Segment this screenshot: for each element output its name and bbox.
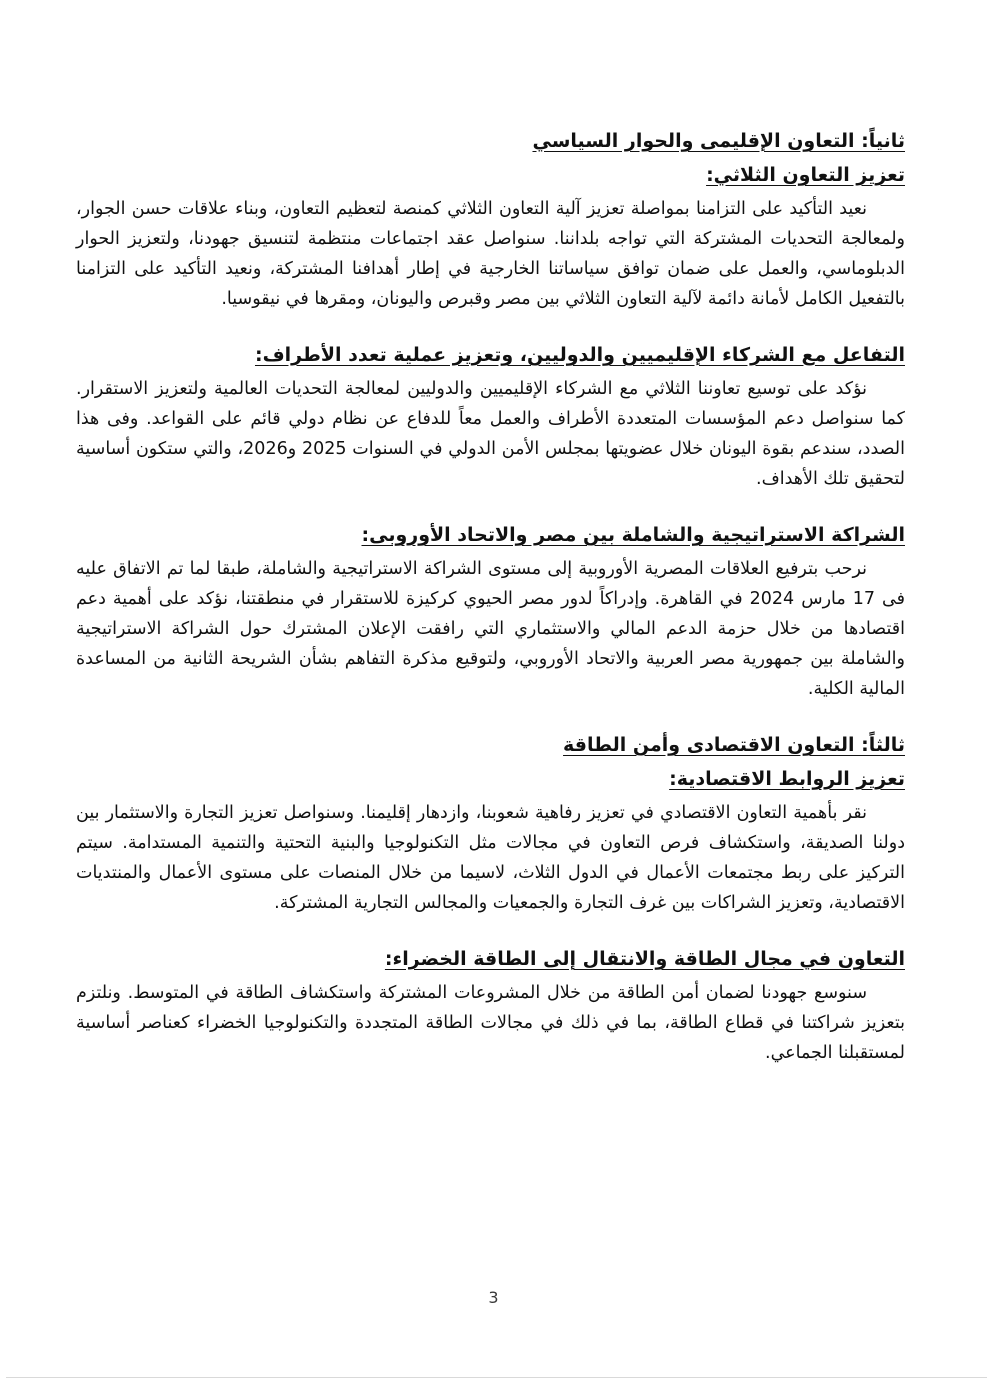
section-paragraph: نؤكد على توسيع تعاوننا الثلاثي مع الشركاء الإقليميين والدوليين لمعالجة التحديات العالمية ولتعزيز الاستقرار. كما سنواصل دعم المؤسسات المتعددة الأطراف والعمل معاً للدفاع عن نظام دولي قائم على القواعد. وفى هذا الصدد، سندعم بقوة اليونان خلال عضويتها بمجلس الأمن الدولي في السنوات 2025 و2026، والتي ستكون أساسية لتحقيق تلك الأهداف. bbox=[76, 379, 905, 489]
section-subheading: تعزيز التعاون الثلاثي: bbox=[706, 164, 905, 186]
section-subheading: تعزيز الروابط الاقتصادية: bbox=[669, 768, 905, 790]
section-paragraph: سنوسع جهودنا لضمان أمن الطاقة من خلال المشروعات المشتركة واستكشاف الطاقة في المتوسط. ونلتزم بتعزيز شراكتنا في قطاع الطاقة، بما في ذلك في مجالات الطاقة المتجددة والتكنولوجيا الخضراء كعناصر أساسية لمستقبلنا الجماعي. bbox=[76, 983, 905, 1063]
section-regional-cooperation bbox=[76, 126, 905, 314]
bottom-rule bbox=[6, 1377, 987, 1378]
section-heading: التعاون في مجال الطاقة والانتقال إلى الطاقة الخضراء: bbox=[384, 948, 905, 970]
section-heading: ثانياً: التعاون الإقليمى والحوار السياسي bbox=[532, 130, 905, 152]
document-content bbox=[76, 126, 905, 1094]
section-partners-multilateralism bbox=[76, 340, 905, 494]
section-economic-cooperation bbox=[76, 730, 905, 918]
page-number: 3 bbox=[488, 1288, 499, 1307]
section-heading: التفاعل مع الشركاء الإقليميين والدوليين، وتعزيز عملية تعدد الأطراف: bbox=[254, 344, 905, 366]
section-paragraph: نعيد التأكيد على التزامنا بمواصلة تعزيز آلية التعاون الثلاثي كمنصة لتعظيم التعاون، وبناء علاقات حسن الجوار، ولمعالجة التحديات المشتركة التي تواجه بلداننا. سنواصل عقد اجتماعات منتظمة لتنسيق جهودنا، ولتعزيز الحوار الدبلوماسي، والعمل على ضمان توافق سياساتنا الخارجية في إطار أهدافنا المشتركة، ونعيد التأكيد على التزامنا بالتفعيل الكامل لأمانة دائمة لآلية التعاون الثلاثي بين مصر وقبرص واليونان، ومقرها في نيقوسيا. bbox=[76, 199, 905, 309]
section-paragraph: نقر بأهمية التعاون الاقتصادي في تعزيز رفاهية شعوبنا، وازدهار إقليمنا. وسنواصل تعزيز التجارة والاستثمار بين دولنا الصديقة، واستكشاف فرص التعاون في مجالات مثل التكنولوجيا والبنية التحتية والتنمية المستدامة. سيتم التركيز على ربط مجتمعات الأعمال في الدول الثلاث، لاسيما من خلال المنصات على مستوى الأعمال والمنتديات الاقتصادية، وتعزيز الشراكات بين غرف التجارة والجمعيات والمجالس التجارية المشتركة. bbox=[76, 803, 905, 913]
section-heading: الشراكة الاستراتيجية والشاملة بين مصر والاتحاد الأوروبى: bbox=[361, 524, 905, 546]
section-energy-green-transition bbox=[76, 944, 905, 1068]
section-heading: ثالثاً: التعاون الاقتصادى وأمن الطاقة bbox=[563, 734, 905, 756]
section-egypt-eu-partnership bbox=[76, 520, 905, 704]
section-paragraph: نرحب بترفيع العلاقات المصرية الأوروبية إلى مستوى الشراكة الاستراتيجية والشاملة، طبقا لما تم الاتفاق عليه فى 17 مارس 2024 في القاهرة. وإدراكاً لدور مصر الحيوي كركيزة للاستقرار في منطقتنا، نؤكد على أهمية دعم اقتصادها من خلال حزمة الدعم المالي والاستثماري التي رافقت الإعلان المشترك حول الشراكة الاستراتيجية والشاملة بين جمهورية مصر العربية والاتحاد الأوروبي، ولتوقيع مذكرة التفاهم بشأن الشريحة الثانية من المساعدة المالية الكلية. bbox=[76, 559, 905, 699]
